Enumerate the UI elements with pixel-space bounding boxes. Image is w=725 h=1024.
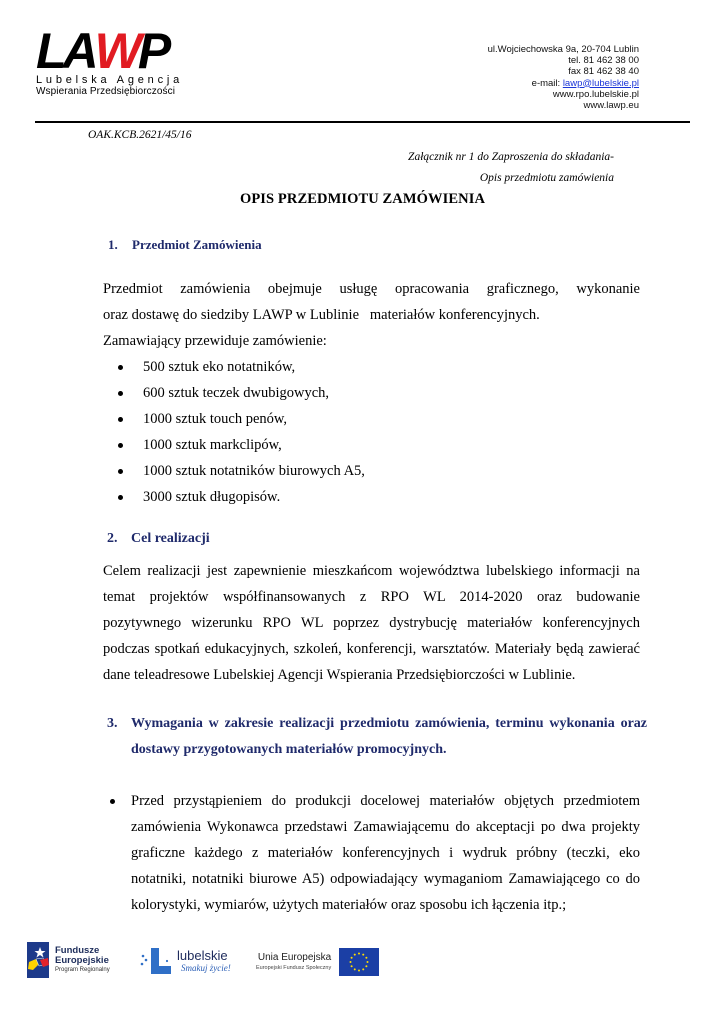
logo-subtitle-2: Wspierania Przedsiębiorczości bbox=[36, 86, 176, 97]
paragraph-line: pozytywnego wizerunku RPO WL poprzez dystrybucję materiałów konferencyjnych bbox=[103, 615, 640, 631]
annex-line-1: Załącznik nr 1 do Zaproszenia do składania- bbox=[408, 151, 614, 163]
contact-fax: fax 81 462 38 40 bbox=[568, 66, 639, 78]
paragraph-line: oraz dostawę do siedziby LAWP w Lublinie materiałów konferencyjnych. bbox=[103, 307, 540, 323]
lubelskie-slogan: Smakuj życie! bbox=[181, 962, 231, 973]
section-heading-3 bbox=[107, 711, 647, 763]
section-number: 3. bbox=[107, 716, 118, 731]
lawp-logo-mark bbox=[36, 23, 186, 79]
fundusze-europejskie-logo bbox=[27, 942, 110, 978]
contact-web-rpo: www.rpo.lubelskie.pl bbox=[552, 88, 639, 100]
footer-logos bbox=[0, 940, 725, 985]
contact-address: ul.Wojciechowska 9a, 20-704 Lublin bbox=[487, 44, 639, 55]
lubelskie-l-icon bbox=[139, 946, 173, 976]
page-title: OPIS PRZEDMIOTU ZAMÓWIENIA bbox=[239, 191, 486, 207]
list-item bbox=[118, 354, 365, 380]
section-heading-2 bbox=[107, 531, 210, 547]
list-item bbox=[118, 432, 365, 458]
paragraph-line: temat projektów współfinansowanych z RPO WL 2014-2020 oraz budowanie bbox=[103, 589, 640, 605]
email-link[interactable]: lawp@lubelskie.pl bbox=[562, 77, 639, 89]
lubelskie-line1: lubelskie bbox=[177, 947, 228, 963]
bullet-icon bbox=[118, 469, 123, 474]
contact-email-row bbox=[488, 78, 639, 89]
list-item bbox=[118, 484, 365, 510]
list-item-text: 1000 sztuk markclipów, bbox=[143, 437, 282, 453]
logo-letter: A bbox=[62, 23, 95, 79]
logo-subtitle-1: Lubelska Agencja bbox=[36, 74, 184, 86]
list-item-text: 3000 sztuk długopisów. bbox=[143, 489, 281, 505]
lubelskie-text bbox=[177, 949, 231, 974]
ue-line1: Unia Europejska bbox=[257, 952, 332, 963]
bullet-icon bbox=[118, 443, 123, 448]
contact-tel: tel. 81 462 38 00 bbox=[568, 55, 639, 67]
fe-star-flag-icon bbox=[27, 942, 49, 978]
list-item-line: notatniki, notatniki biurowe A5) odpowiadający wymaganiom Zamawiającego co do bbox=[131, 871, 640, 887]
bullet-icon bbox=[118, 495, 123, 500]
list-item bbox=[118, 406, 365, 432]
section-number: 2. bbox=[107, 531, 118, 546]
header-divider bbox=[35, 121, 690, 123]
section-title: Przedmiot Zamówienia bbox=[132, 237, 262, 252]
list-item-line: zamówienia Wykonawca przedstawi Zamawiającemu do akceptacji po dwa projekty bbox=[131, 819, 640, 835]
requirements-list bbox=[110, 788, 640, 918]
list-item-text: 1000 sztuk notatników biurowych A5, bbox=[143, 463, 365, 479]
logo-letter: W bbox=[94, 23, 138, 79]
fe-line1: Fundusze bbox=[55, 944, 100, 956]
section-2-paragraph bbox=[103, 558, 640, 688]
list-item-line: graficzne każdego z materiałów konferencyjnych i wydruk próbny (teczki, eko bbox=[131, 845, 640, 861]
fe-line3: Program Regionalny bbox=[55, 966, 110, 973]
logo-letter: P bbox=[137, 23, 168, 79]
section-title: Cel realizacji bbox=[131, 531, 210, 546]
bullet-icon bbox=[118, 391, 123, 396]
section-1-paragraph bbox=[103, 276, 640, 328]
fe-text bbox=[55, 946, 110, 975]
contact-block bbox=[488, 44, 639, 111]
bullet-icon bbox=[118, 365, 123, 370]
list-item-line: kolorystyki, wymiarów, użytych materiałów oraz sposobu ich łączenia itp.; bbox=[131, 897, 567, 913]
list-item bbox=[118, 458, 365, 484]
email-label: e-mail: bbox=[531, 77, 563, 89]
list-item-line: Przed przystąpieniem do produkcji docelowej materiałów objętych przedmiotem bbox=[131, 793, 640, 809]
ue-line2: Europejski Fundusz Społeczny bbox=[256, 965, 332, 971]
bullet-icon bbox=[110, 799, 115, 804]
paragraph-line: Przedmiot zamówienia obejmuje usługę opracowania graficznego, wykonanie bbox=[103, 281, 640, 297]
list-item bbox=[110, 788, 640, 918]
section-1-intro: Zamawiający przewiduje zamówienie: bbox=[103, 333, 327, 349]
annex-line-2: Opis przedmiotu zamówienia bbox=[479, 172, 614, 184]
lawp-logo bbox=[36, 23, 186, 97]
eu-flag-icon bbox=[339, 948, 379, 976]
lubelskie-logo bbox=[139, 946, 231, 976]
list-item-text: 1000 sztuk touch penów, bbox=[143, 411, 288, 427]
list-item-text: 600 sztuk teczek dwubigowych, bbox=[143, 385, 330, 401]
fe-line2: Europejskie bbox=[55, 954, 109, 966]
list-item bbox=[118, 380, 365, 406]
list-item-text: 500 sztuk eko notatników, bbox=[143, 359, 296, 375]
section-heading-1 bbox=[108, 237, 262, 253]
unia-europejska-logo bbox=[256, 948, 379, 976]
section-title: Wymagania w zakresie realizacji przedmiotu zamówienia, terminu wykonania oraz dostawy przygotowanych materiałów promocyjnych. bbox=[131, 716, 647, 757]
paragraph-line: podczas spotkań edukacyjnych, szkoleń, konferencji, warsztatów. Materiały będą zawierać bbox=[103, 641, 640, 657]
order-items-list bbox=[118, 354, 365, 510]
contact-web-lawp: www.lawp.eu bbox=[583, 100, 639, 112]
logo-letter: L bbox=[36, 23, 63, 79]
paragraph-line: dane teleadresowe Lubelskiej Agencji Wspierania Przedsiębiorczości w Lublinie. bbox=[103, 667, 576, 683]
ue-text bbox=[256, 952, 331, 972]
section-number: 1. bbox=[108, 237, 118, 252]
bullet-icon bbox=[118, 417, 123, 422]
paragraph-line: Celem realizacji jest zapewnienie mieszkańcom województwa lubelskiego informacji na bbox=[103, 563, 640, 579]
document-reference: OAK.KCB.2621/45/16 bbox=[88, 129, 192, 141]
